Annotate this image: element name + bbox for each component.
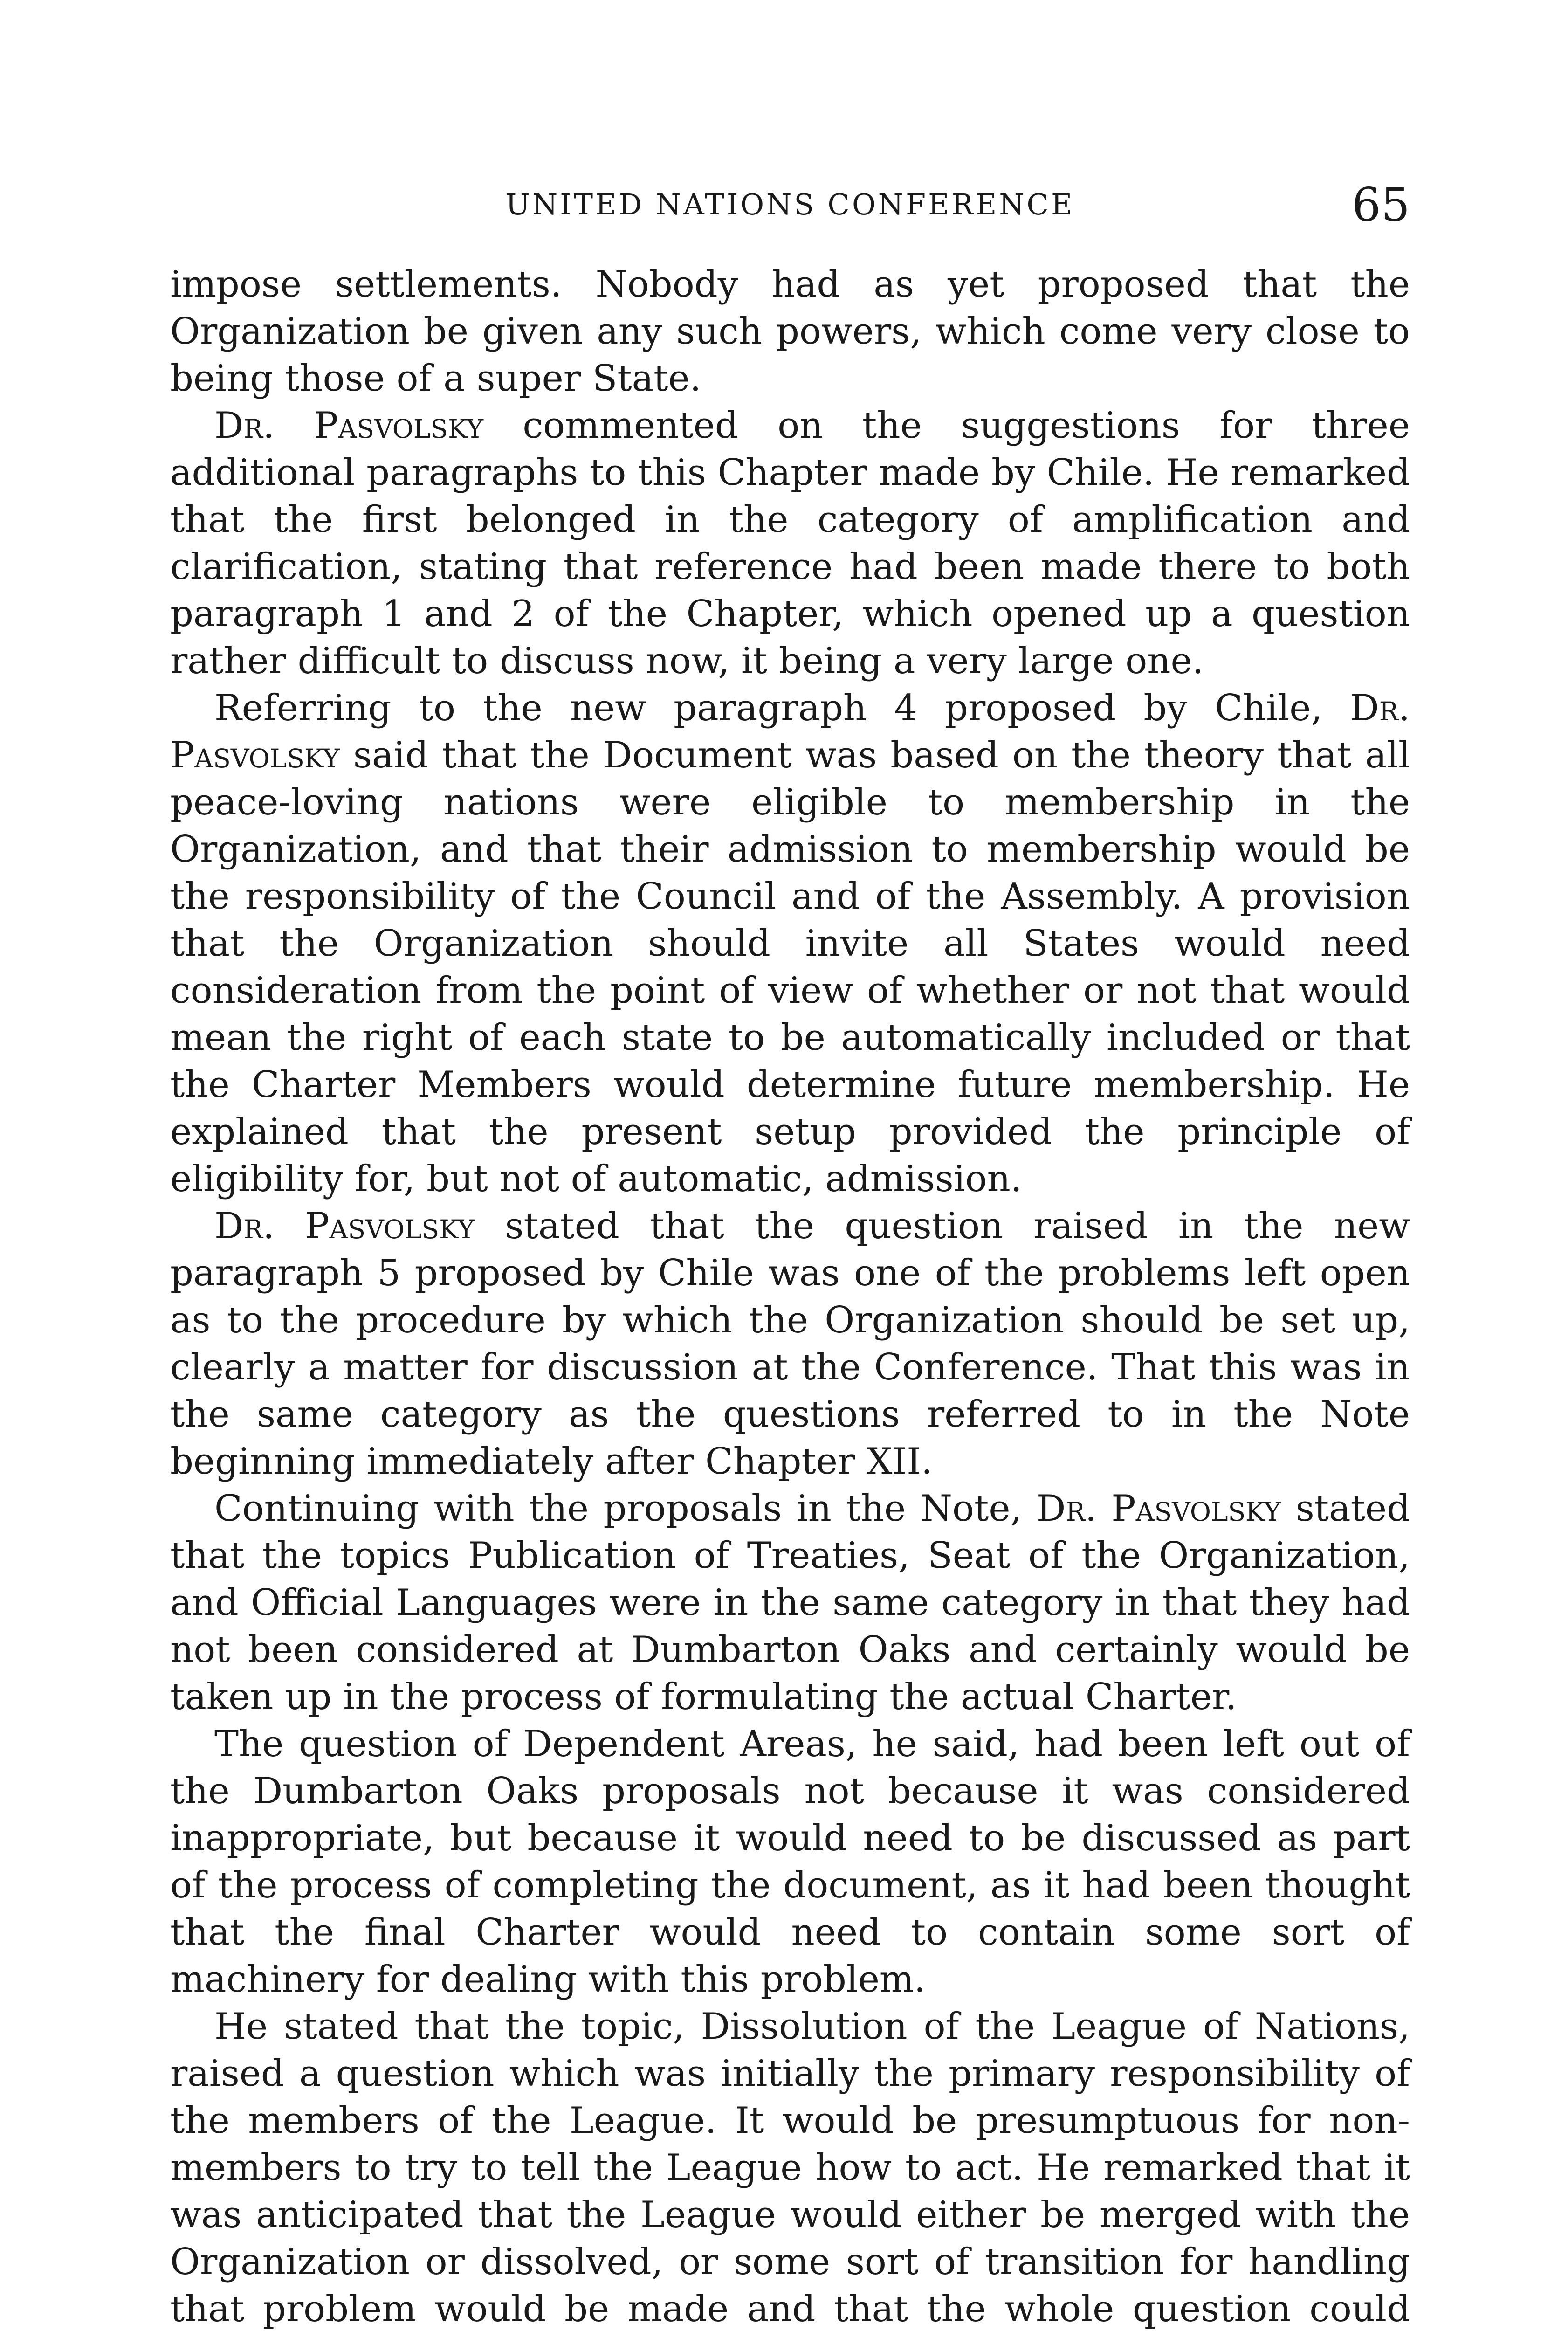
- paragraph-6: [170, 1721, 1410, 2003]
- body-text: [170, 261, 1410, 2331]
- paragraph-text: commented on the suggestions for three additional paragraphs to this Chapter made by Chile. He remarked that the first belonged in the category of amplification and clarification, stating that reference had been made there to both paragraph 1 and 2 of the Chapter, which opened up a question rather difficult to discuss now, it being a very large one.: [170, 405, 1410, 682]
- paragraph-text: stated that the question raised in the new paragraph 5 proposed by Chile was one of the problems left open as to the procedure by which the Organization should be set up, clearly a matter for discussion at the Conference. That this was in the same category as the questions referred to in the Note beginning immediately after Chapter XII.: [170, 1205, 1410, 1483]
- paragraph-text: impose settlements. Nobody had as yet proposed that the Organization be given any such powers, which come very close to being those of a super State.: [170, 263, 1410, 400]
- running-head: [170, 179, 1410, 235]
- paragraph-text-before: Continuing with the proposals in the Note,: [214, 1488, 1037, 1530]
- paragraph-2: [170, 402, 1410, 685]
- paragraph-7: [170, 2003, 1410, 2331]
- paragraph-text: He stated that the topic, Dissolution of the League of Nations, raised a question which was initially the primary responsibility of the members of the League. It would be presumptuous for non-members to try to tell the League how to act. He remarked that it was anticipated that the League would either be merged with the Organization or dissolved, or some sort of transition for handling that problem would be made and that the whole question could: [170, 2006, 1410, 2330]
- running-title: UNITED NATIONS CONFERENCE: [505, 187, 1075, 221]
- paragraph-text-after: stated that the topics Publication of Treaties, Seat of the Organization, and Official Languages were in the same category in that they had not been considered at Dumbarton Oaks and certainly would be taken up in the process of formulating the actual Charter.: [170, 1488, 1410, 1718]
- speaker-name: Dr. Pasvolsky: [214, 405, 484, 447]
- page-number: 65: [1352, 179, 1410, 232]
- paragraph-text-before: Referring to the new paragraph 4 proposed by Chile,: [214, 687, 1350, 729]
- paragraph-4: [170, 1203, 1410, 1485]
- speaker-name: Dr. Pasvolsky: [1036, 1488, 1281, 1530]
- speaker-name: Dr. Pasvolsky: [214, 1205, 475, 1247]
- speaker-name: Dr. Pasvolsky: [170, 687, 1410, 776]
- paragraph-text-after: said that the Document was based on the theory that all peace-loving nations were eligible to membership in the Organization, and that their admission to membership would be the responsibility of the Council and of the Assembly. A provision that the Organization should invite all States would need consideration from the point of view of whether or not that would mean the right of each state to be automatically included or that the Charter Members would determine future membership. He explained that the present setup provided the principle of eligibility for, but not of automatic, admission.: [170, 734, 1410, 1200]
- paragraph-3: [170, 685, 1410, 1203]
- paragraph-text: The question of Dependent Areas, he said, had been left out of the Dumbarton Oaks proposals not because it was considered inappropriate, but because it would need to be discussed as part of the process of completing the document, as it had been thought that the final Charter would need to contain some sort of machinery for dealing with this problem.: [170, 1723, 1410, 2000]
- paragraph-5: [170, 1485, 1410, 1721]
- paragraph-1: [170, 261, 1410, 402]
